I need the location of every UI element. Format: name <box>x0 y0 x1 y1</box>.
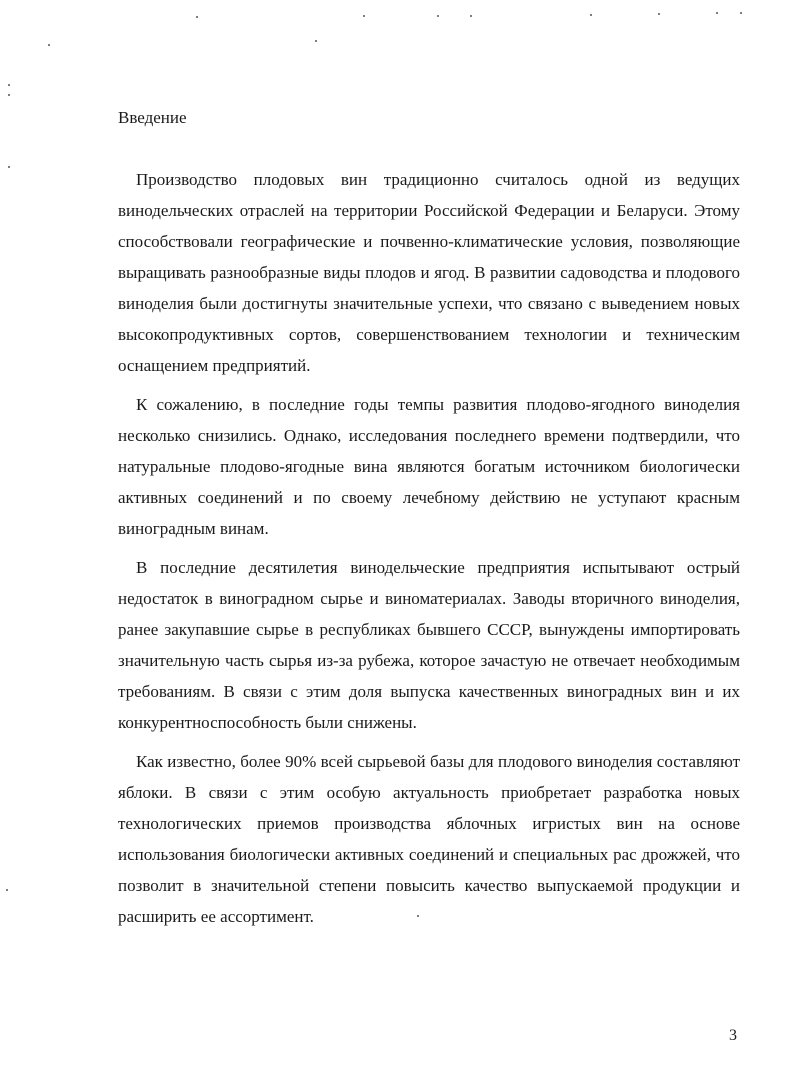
scan-speck <box>363 15 365 17</box>
paragraph: Производство плодовых вин традиционно считалось одной из ведущих винодельческих отраслей на территории Российской Федерации и Беларуси. Этому способствовали географические и почвенно-климатические условия, позволяющие выращивать разнообразные виды плодов и ягод. В развитии садоводства и плодового виноделия были достигнуты значительные успехи, что связано с выведением новых высокопродуктивных сортов, совершенствованием технологии и техническим оснащением предприятий. <box>118 170 740 375</box>
paragraph: В последние десятилетия винодельческие предприятия испытывают острый недостаток в виноградном сырье и виноматериалах. Заводы вторичного виноделия, ранее закупавшие сырье в республиках бывшего СССР, вынуждены импортировать значительную часть сырья из-за рубежа, которое зачастую не отвечает необходимым требованиям. В связи с этим доля выпуска качественных виноградных вин и их конкурентноспособность были снижены. <box>118 558 740 732</box>
scan-speck <box>437 15 439 17</box>
page-number: 3 <box>729 1027 737 1044</box>
scan-speck <box>716 12 718 14</box>
paragraph: Как известно, более 90% всей сырьевой базы для плодового виноделия составляют яблоки. В связи с этим особую актуальность приобретает разработка новых технологических приемов производства яблочных игристых вин на основе использования биологически активных соединений и специальных рас дрожжей, что позволит в значительной степени повысить качество выпускаемой продукции и расширить ее ассортимент. <box>118 752 740 926</box>
scan-speck <box>8 84 10 86</box>
scan-speck <box>590 14 592 16</box>
scan-speck <box>8 94 10 96</box>
paragraph: К сожалению, в последние годы темпы развития плодово-ягодного виноделия несколько снизились. Однако, исследования последнего времени подтвердили, что натуральные плодово-ягодные вина являются богатым источником биологически активных соединений и по своему лечебному действию не уступают красным виноградным винам. <box>118 395 740 538</box>
scan-speck <box>658 13 660 15</box>
scan-speck <box>196 16 198 18</box>
body-text <box>118 164 740 940</box>
scan-speck <box>8 166 10 168</box>
section-heading: Введение <box>118 108 187 127</box>
scan-speck <box>6 889 8 891</box>
scan-speck <box>740 12 742 14</box>
scan-speck <box>470 15 472 17</box>
scan-speck <box>315 40 317 42</box>
scan-speck <box>48 44 50 46</box>
